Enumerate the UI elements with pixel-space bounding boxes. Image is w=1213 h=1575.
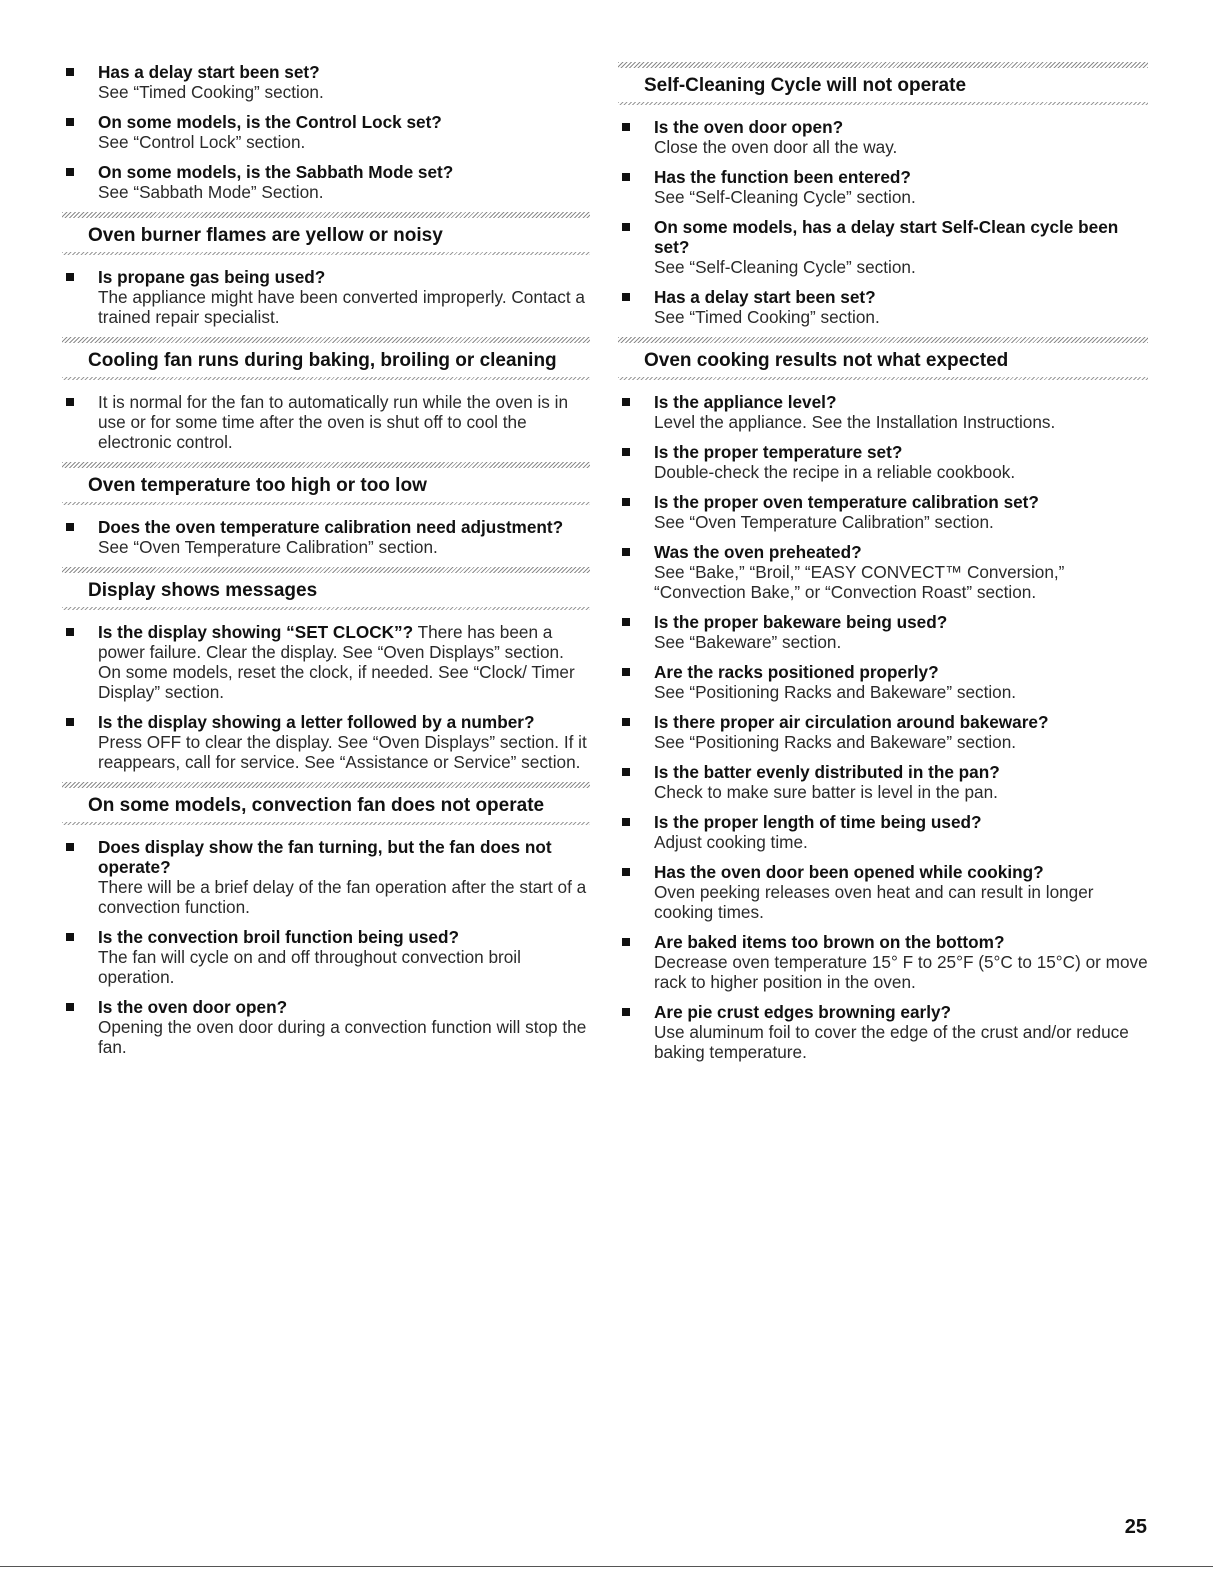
square-bullet-icon <box>66 843 74 851</box>
question: On some models, is the Control Lock set? <box>98 112 442 132</box>
list-item <box>62 837 590 917</box>
question: Is the proper bakeware being used? <box>654 612 948 632</box>
question: Are baked items too brown on the bottom? <box>654 932 1005 952</box>
list-item <box>618 287 1148 327</box>
square-bullet-icon <box>66 398 74 406</box>
square-bullet-icon <box>66 168 74 176</box>
question: Is the appliance level? <box>654 392 837 412</box>
answer: See “Bakeware” section. <box>654 632 842 652</box>
section-convection-fan <box>62 782 590 1057</box>
question: Are the racks positioned properly? <box>654 662 939 682</box>
list-item <box>618 492 1148 532</box>
square-bullet-icon <box>622 718 630 726</box>
question: Is the display showing “SET CLOCK”? <box>98 622 414 642</box>
list-item <box>618 117 1148 157</box>
question: Does the oven temperature calibration need adjustment? <box>98 517 564 537</box>
square-bullet-icon <box>622 498 630 506</box>
section-heading: Oven cooking results not what expected <box>644 350 1009 371</box>
answer: See “Positioning Racks and Bakeware” section. <box>654 682 1017 702</box>
answer: See “Timed Cooking” section. <box>654 307 880 327</box>
answer: Opening the oven door during a convection function will stop the fan. <box>98 1017 587 1057</box>
square-bullet-icon <box>622 818 630 826</box>
answer: Use aluminum foil to cover the edge of the crust and/or reduce baking temperature. <box>654 1022 1129 1062</box>
answer: See “Self-Cleaning Cycle” section. <box>654 257 916 277</box>
page-bottom-rule <box>0 1566 1213 1567</box>
square-bullet-icon <box>66 628 74 636</box>
question: Is there proper air circulation around bakeware? <box>654 712 1049 732</box>
answer: Press OFF to clear the display. See “Oven Displays” section. If it reappears, call for service. See “Assistance or Service” section. <box>98 732 587 772</box>
question: Are pie crust edges browning early? <box>654 1002 952 1022</box>
answer: See “Timed Cooking” section. <box>98 82 324 102</box>
list-item <box>62 712 590 772</box>
question: Is the proper temperature set? <box>654 442 903 462</box>
section-burner-flames <box>62 212 590 327</box>
question: Is the batter evenly distributed in the pan? <box>654 762 1000 782</box>
list-item <box>62 162 590 202</box>
right-column <box>618 62 1148 1072</box>
section-heading: On some models, convection fan does not operate <box>88 795 545 816</box>
answer: See “Positioning Racks and Bakeware” section. <box>654 732 1017 752</box>
section-divider <box>62 252 590 255</box>
answer: The fan will cycle on and off throughout convection broil operation. <box>98 947 521 987</box>
question: Is the proper oven temperature calibration set? <box>654 492 1039 512</box>
answer: Close the oven door all the way. <box>654 137 898 157</box>
answer: See “Sabbath Mode” Section. <box>98 182 324 202</box>
square-bullet-icon <box>66 933 74 941</box>
question: Is the convection broil function being used? <box>98 927 459 947</box>
list-item <box>62 62 590 102</box>
question: Has the function been entered? <box>654 167 911 187</box>
answer: Check to make sure batter is level in the pan. <box>654 782 998 802</box>
section-divider <box>62 377 590 380</box>
square-bullet-icon <box>66 68 74 76</box>
list-item <box>618 442 1148 482</box>
square-bullet-icon <box>622 398 630 406</box>
square-bullet-icon <box>622 768 630 776</box>
section-divider <box>62 502 590 505</box>
square-bullet-icon <box>622 938 630 946</box>
question: Is the oven door open? <box>654 117 844 137</box>
question: On some models, has a delay start Self-Clean cycle been set? <box>654 217 1119 257</box>
question: Was the oven preheated? <box>654 542 862 562</box>
answer: See “Oven Temperature Calibration” section. <box>654 512 994 532</box>
list-item <box>618 612 1148 652</box>
square-bullet-icon <box>66 118 74 126</box>
list-item <box>618 662 1148 702</box>
answer: There will be a brief delay of the fan operation after the start of a convection function. <box>98 877 587 917</box>
square-bullet-icon <box>622 223 630 231</box>
section-self-cleaning <box>618 62 1148 327</box>
square-bullet-icon <box>622 173 630 181</box>
section-heading: Self-Cleaning Cycle will not operate <box>644 75 967 96</box>
square-bullet-icon <box>66 523 74 531</box>
section-divider <box>618 377 1148 380</box>
list-item <box>62 997 590 1057</box>
left-column <box>62 62 590 1067</box>
answer: There has been a power failure. Clear the display. See “Oven Displays” section. On some models, reset the clock, if needed. See “Clock/ Timer Display” section. <box>98 622 575 702</box>
question: Has the oven door been opened while cooking? <box>654 862 1044 882</box>
question: Does display show the fan turning, but the fan does not operate? <box>98 837 552 877</box>
section-heading: Oven temperature too high or too low <box>88 475 427 496</box>
square-bullet-icon <box>622 448 630 456</box>
answer: Double-check the recipe in a reliable cookbook. <box>654 462 1016 482</box>
question: Is the display showing a letter followed by a number? <box>98 712 535 732</box>
page-number: 25 <box>1124 1516 1147 1538</box>
question: Is the oven door open? <box>98 997 288 1017</box>
square-bullet-icon <box>622 548 630 556</box>
answer: See “Self-Cleaning Cycle” section. <box>654 187 916 207</box>
list-item <box>62 112 590 152</box>
section-display-messages <box>62 567 590 772</box>
list-item <box>618 217 1148 277</box>
list-item <box>62 267 590 327</box>
section-cooking-results <box>618 337 1148 1062</box>
section-cooling-fan <box>62 337 590 452</box>
square-bullet-icon <box>622 868 630 876</box>
list-item <box>618 932 1148 992</box>
list-item <box>62 927 590 987</box>
square-bullet-icon <box>66 1003 74 1011</box>
list-item <box>618 542 1148 602</box>
answer: See “Control Lock” section. <box>98 132 306 152</box>
section-oven-temperature <box>62 462 590 557</box>
list-item <box>62 622 590 702</box>
section-heading: Oven burner flames are yellow or noisy <box>88 225 443 246</box>
square-bullet-icon <box>622 123 630 131</box>
answer: Decrease oven temperature 15° F to 25°F (5°C to 15°C) or move rack to higher position in the oven. <box>654 952 1148 992</box>
list-item <box>618 812 1148 852</box>
square-bullet-icon <box>66 718 74 726</box>
section-divider <box>62 822 590 825</box>
section-heading: Cooling fan runs during baking, broiling or cleaning <box>88 350 557 371</box>
square-bullet-icon <box>622 618 630 626</box>
question: On some models, is the Sabbath Mode set? <box>98 162 454 182</box>
question: Is the proper length of time being used? <box>654 812 982 832</box>
section-heading: Display shows messages <box>88 580 318 601</box>
list-item <box>62 517 590 557</box>
answer: See “Bake,” “Broil,” “EASY CONVECT™ Conversion,” “Convection Bake,” or “Convection Roast” section. <box>654 562 1065 602</box>
list-item <box>618 1002 1148 1062</box>
square-bullet-icon <box>622 293 630 301</box>
list-item <box>618 762 1148 802</box>
question: Has a delay start been set? <box>654 287 876 307</box>
answer: The appliance might have been converted improperly. Contact a trained repair specialist. <box>98 287 585 327</box>
answer: Oven peeking releases oven heat and can result in longer cooking times. <box>654 882 1094 922</box>
question-with-answer <box>98 622 590 702</box>
list-item <box>62 392 590 452</box>
answer: Level the appliance. See the Installation Instructions. <box>654 412 1056 432</box>
list-item <box>618 862 1148 922</box>
list-item <box>618 712 1148 752</box>
section-divider <box>618 102 1148 105</box>
answer: It is normal for the fan to automatically run while the oven is in use or for some time after the oven is shut off to cool the electronic control. <box>98 392 569 452</box>
section-divider <box>62 607 590 610</box>
answer: Adjust cooking time. <box>654 832 808 852</box>
question: Has a delay start been set? <box>98 62 320 82</box>
square-bullet-icon <box>622 1008 630 1016</box>
question: Is propane gas being used? <box>98 267 326 287</box>
list-item <box>618 392 1148 432</box>
square-bullet-icon <box>622 668 630 676</box>
answer: See “Oven Temperature Calibration” section. <box>98 537 438 557</box>
square-bullet-icon <box>66 273 74 281</box>
list-item <box>618 167 1148 207</box>
